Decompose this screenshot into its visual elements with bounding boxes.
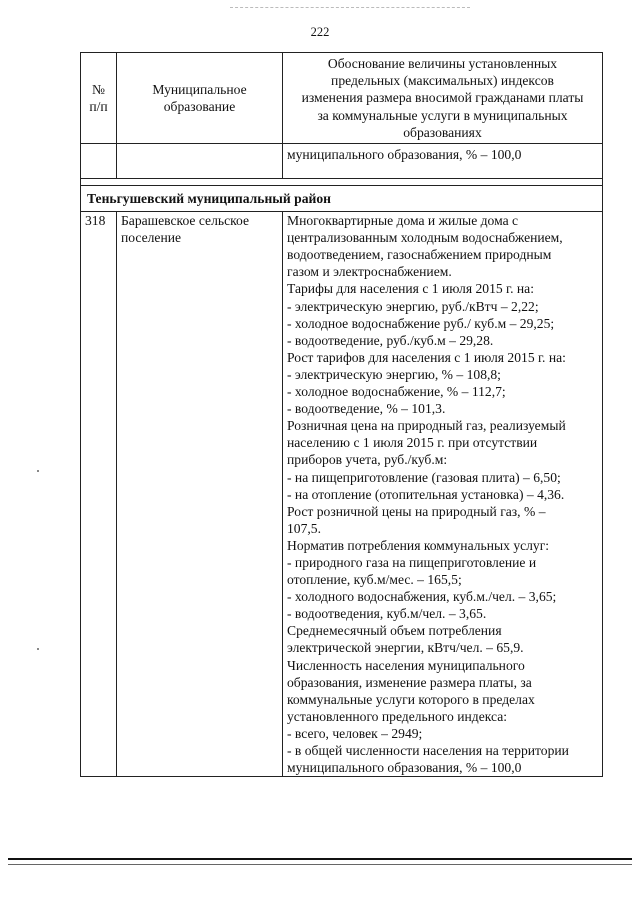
basis-line: газом и электроснабжением.: [287, 264, 452, 280]
header-basis-line: Обоснование величины установленных: [327, 56, 558, 72]
table-header-row: [81, 53, 603, 144]
basis-line: электрической энергии, кВтч/чел. – 65,9.: [287, 640, 524, 656]
basis-line: Среднемесячный объем потребления: [287, 623, 502, 639]
continuation-row: [81, 144, 603, 179]
basis-line: водоотведением, газоснабжением природным: [287, 247, 552, 263]
header-basis-line: изменения размера вносимой гражданами платы: [301, 90, 584, 106]
continuation-municipality-cell: [117, 144, 283, 179]
row-municipality: [117, 212, 283, 777]
continuation-num-cell: [81, 144, 117, 179]
header-num: [81, 53, 117, 144]
scan-speck: [37, 648, 39, 650]
district-title: Теньгушевский муниципальный район: [81, 186, 603, 212]
row-basis: [283, 212, 603, 777]
municipality-line: поселение: [121, 230, 182, 246]
basis-line: - электрическую энергию, руб./кВтч – 2,22;: [287, 298, 539, 314]
basis-line: Тарифы для населения с 1 июля 2015 г. на:: [287, 281, 534, 297]
header-num-line: п/п: [89, 99, 108, 114]
basis-line: населению с 1 июля 2015 г. при отсутствии: [287, 435, 538, 451]
basis-line: 107,5.: [287, 520, 321, 536]
spacer-row: [81, 179, 603, 186]
basis-line: отопление, куб.м/мес. – 165,5;: [287, 572, 462, 588]
basis-line: Розничная цена на природный газ, реализуемый: [287, 418, 566, 434]
header-basis-line: предельных (максимальных) индексов: [331, 73, 554, 89]
basis-line: - водоотведение, % – 101,3.: [287, 401, 446, 417]
basis-line: централизованным холодным водоснабжением,: [287, 230, 563, 246]
header-basis-line: за коммунальные услуги в муниципальных: [317, 107, 568, 123]
basis-line: - на отопление (отопительная установка) – 4,36.: [287, 486, 565, 502]
basis-line: - холодное водоснабжение, % – 112,7;: [287, 384, 506, 400]
basis-line: - природного газа на пищеприготовление и: [287, 554, 537, 570]
header-basis: [283, 53, 603, 144]
basis-line: Норматив потребления коммунальных услуг:: [287, 537, 550, 553]
continuation-basis-cell: муниципального образования, % – 100,0: [283, 144, 603, 179]
municipality-line: Барашевское сельское: [121, 213, 250, 229]
header-basis-line: образованиях: [403, 124, 482, 140]
basis-line: - в общей численности населения на территории: [287, 743, 569, 758]
bottom-scan-rule-thin: [8, 864, 632, 865]
basis-line: приборов учета, руб./куб.м:: [287, 452, 448, 468]
spacer-cell: [81, 179, 603, 186]
basis-line: - водоотведения, куб.м/чел. – 3,65.: [287, 606, 487, 622]
basis-line: Многоквартирные дома и жилые дома с: [287, 213, 519, 229]
basis-line: - на пищеприготовление (газовая плита) – 6,50;: [287, 469, 561, 485]
basis-line: - всего, человек – 2949;: [287, 725, 423, 741]
district-row: [81, 186, 603, 212]
basis-line: - холодного водоснабжения, куб.м./чел. – 3,65;: [287, 589, 557, 605]
bottom-scan-rule: [8, 858, 632, 860]
header-municipality-line: Муниципальное: [152, 81, 247, 97]
scan-speck: [37, 470, 39, 472]
basis-line: - холодное водоснабжение руб./ куб.м – 29,25;: [287, 315, 555, 331]
page-number: 222: [310, 25, 330, 39]
basis-line: Рост тарифов для населения с 1 июля 2015 г. на:: [287, 349, 566, 365]
basis-line: коммунальные услуги которого в пределах: [287, 691, 535, 707]
basis-line: Численность населения муниципального: [287, 657, 525, 673]
basis-line: установленного предельного индекса:: [287, 708, 508, 724]
basis-line: - водоотведение, руб./куб.м – 29,28.: [287, 332, 494, 348]
basis-line: Рост розничной цены на природный газ, % –: [287, 503, 546, 519]
basis-line: муниципального образования, % – 100,0: [287, 760, 522, 776]
header-num-line: №: [92, 81, 105, 97]
basis-line: образования, изменение размера платы, за: [287, 674, 532, 690]
table-row: [81, 212, 603, 777]
row-number: 318: [81, 212, 117, 777]
header-municipality: [117, 53, 283, 144]
header-municipality-line: образование: [163, 99, 236, 114]
basis-line: - электрическую энергию, % – 108,8;: [287, 366, 501, 382]
tariff-table: [80, 52, 603, 777]
top-scan-rule: [230, 7, 470, 8]
